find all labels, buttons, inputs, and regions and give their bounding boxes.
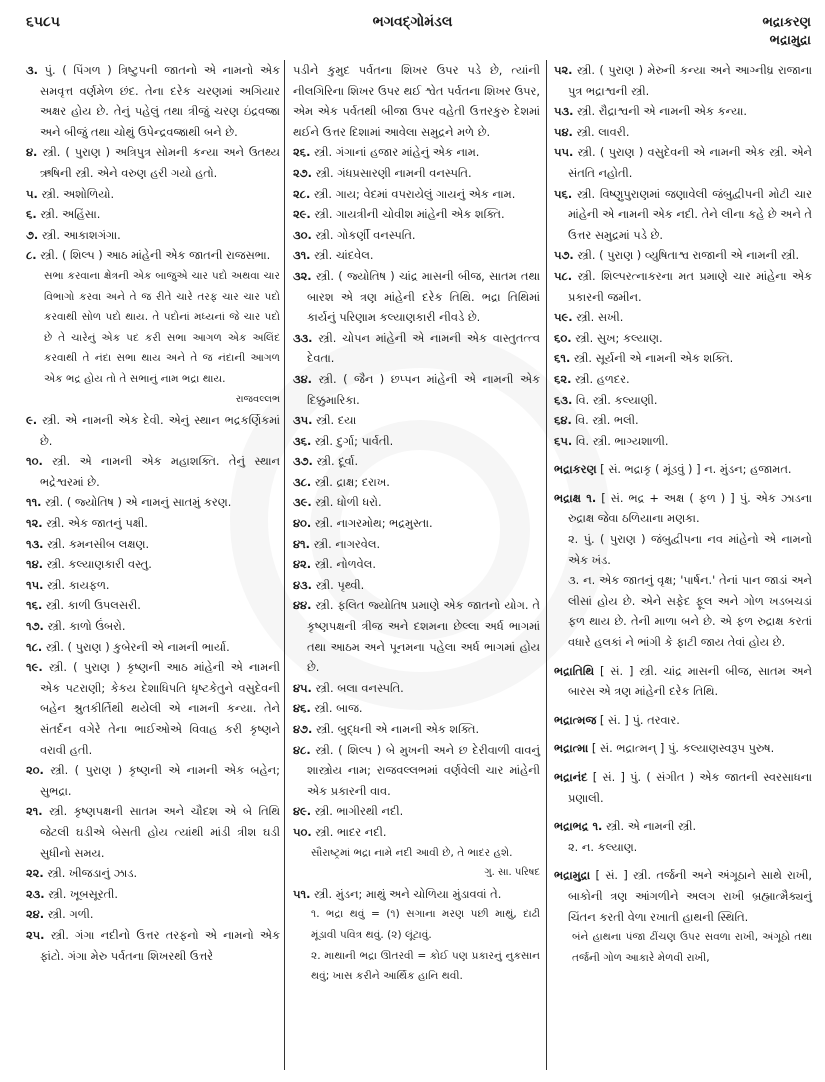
sense-text: સ્ત્રી. ( પુરાણ ) કૃષ્ણની એ નામની એક બહેન; સુભદ્રા. (40, 763, 281, 798)
sense-number: ૬૫. (554, 433, 573, 448)
guide-words (762, 14, 811, 50)
definition-entry (293, 328, 540, 369)
sense-number: ૧૦. (26, 454, 43, 469)
definition-entry (26, 760, 280, 801)
definition-entry (26, 595, 280, 616)
sense-number: ૧૫. (26, 577, 44, 592)
definition-entry (293, 678, 540, 699)
sense-text: સ્ત્રી. નાગરવેલ. (313, 536, 381, 551)
headword: ભદ્રાક્ષ ૧. (554, 490, 597, 505)
headword: ભદ્રાનંદ (554, 770, 588, 784)
usage-example: ૨. માથાની ભદ્રા ઊતરવી = કોઈ પણ પ્રકારનું નુકસાન થવું; ખાસ કરીને આર્થિક હાનિ થવી. (311, 949, 540, 983)
definition-entry (293, 822, 540, 843)
sense-text: સ્ત્રી. નોળવેલ. (314, 557, 376, 572)
sense-number: ૧૨. (26, 516, 43, 531)
definition-entry (26, 863, 280, 884)
headword-definition: [ સં. ] સ્ત્રી. તર્જની અને અંગૂઠાને સાથે રાખી, બાકોની ત્રણ આંગળીને અલગ રાખી બ્રહ્માત્મૈક્યનું ચિંતન કરતી વેળા રખાતી હાથની સ્થિતિ. (568, 868, 812, 924)
sense-number: ૪૬. (293, 701, 311, 716)
sense-text: સ્ત્રી. નાગરમોથ; ભદ્રમુસ્તા. (314, 516, 433, 531)
sense-number: ૧૬. (26, 598, 43, 613)
definition-entry (293, 472, 540, 493)
definition-entry (554, 328, 812, 349)
sense-number: ૫૩. (554, 104, 574, 119)
sense-text: સ્ત્રી. અહિંસા. (40, 207, 101, 222)
column-1 (26, 60, 280, 966)
quote-block: સૌરાષ્ટ્રમાં ભદ્રા નામે નદી આવી છે, તે ભાદર હશે. (311, 846, 513, 859)
sense-text: સ્ત્રી. કૃષ્ણપક્ષની સાતમ અને ચૌદશ એ બે તિથિ જેટલી ઘડીએ બેસતી હોય ત્યાંથી માંડી ત્રીશ ઘડી સુધીનો સમય. (40, 804, 280, 860)
sense-text: સ્ત્રી. કમનસીબ લક્ષણ. (47, 536, 150, 551)
headword: ભદ્રાત્મજ (554, 712, 597, 727)
definition-entry (26, 451, 280, 492)
headword-definition: [ સં. ] પું. તરવાર. (599, 712, 680, 727)
definition-entry (293, 719, 540, 740)
sense-text: સ્ત્રી. કાળો ઉંબરો. (47, 619, 126, 634)
sense-text: સ્ત્રી. ( પુરાણ ) મેરુની કન્યા અને આગ્નીધ્ર રાજાના પુત્ર ભદ્રાશ્વની સ્ત્રી. (568, 63, 812, 98)
headword: ભદ્રામુદ્રા (554, 868, 591, 883)
sense-text: સ્ત્રી. શિલ્પરત્નાકરના મત પ્રમાણે ચાર માંહેના એક પ્રકારની જમીન. (568, 268, 812, 304)
definition-entry: ૫૧. સ્ત્રી. મુંડન; માથું અને ચોળિયા મુંડાવવાં તે. (293, 886, 502, 901)
headword-definition: [ સં. ] પું. ( સંગીત ) એક જાતની સ્વરસાધના પ્રણાલી. (568, 770, 812, 805)
headword: ભદ્રાકરણ (554, 462, 597, 477)
definition-entry (554, 307, 812, 328)
sense-text: સ્ત્રી. ( પુરાણ ) વ્યુષિતાશ્વ રાજાની એ નામની સ્ત્રી. (577, 248, 800, 263)
sense-number: ૩૮. (293, 474, 312, 489)
sense-text: સ્ત્રી. ( પુરાણ ) કૃષ્ણની આઠ માંહેની એ નામની એક પટરાણી; કેકય દેશાધિપતિ ધૃષ્ટકેતુને વસુદેવની બહેન શ્રુતકીર્તિથી થયેલી એ નામની કન્યા. તેને સંતર્દન વગેરે તેના ભાઈઓએ વિવાહ કરી કૃષ્ણને વરાવી હતી. (40, 660, 281, 757)
definition-entry (26, 204, 280, 225)
page-header (0, 0, 825, 56)
sense-number: ૪૪. (293, 598, 312, 613)
sense-text: સ્ત્રી. દુર્ગા; પાર્વતી. (314, 433, 394, 448)
sense-number: ૪૦. (293, 516, 312, 531)
sense-number: ૫૭. (554, 248, 574, 263)
sense-number: ૩૬. (293, 433, 312, 448)
definition-entry (293, 163, 540, 184)
sense-text: સ્ત્રી. ચાંદવેલ. (314, 248, 374, 263)
sense-text: સ્ત્રી. ( જ્યોતિષ ) ચાંદ્ર માસની બીજ, સાતમ તથા બારશ એ ત્રણ માંહેની દરેક તિથિ. ભદ્રા તિથિમાં કાર્યનું પરિણામ કલ્યાણકારી નીવડે છે. (307, 268, 540, 325)
definition-entry (26, 410, 280, 451)
sense-text: સ્ત્રી. સખી. (576, 310, 624, 325)
sense-number: ૩૪. (293, 371, 312, 386)
sense-text: સ્ત્રી. ખીજડાનું ઝાડ. (47, 866, 138, 881)
sense-entry: ૨. પું. ( પુરાણ ) જંબુદ્વીપના નવ માંહેનો એ નામનો એક ખંડ. (568, 532, 812, 567)
sense-text: સ્ત્રી. ગળી. (47, 907, 94, 922)
sense-text: સ્ત્રી. ગાય; વેદમાં વપરાયેલું ગાયનું એક નામ. (313, 186, 516, 201)
sense-text: સ્ત્રી. ( પુરાણ ) અત્રિપુત્ર સોમની કન્યા અને ઉતથ્ય ઋષિની સ્ત્રી. એને વરુણ હરી ગયો હતો. (40, 145, 280, 180)
sense-text: સ્ત્રી. રૌદ્રાશ્વની એ નામની એક કન્યા. (577, 104, 748, 119)
sense-text: સ્ત્રી. દયા (316, 413, 357, 428)
headword-definition: [ સં. ભદ્ર + અક્ષ ( ફળ ) ] પું. એક ઝાડના રુદ્રાક્ષ જેવા ઠળિયાના મણકા. (568, 490, 813, 526)
sense-text: સ્ત્રી. બાજ. (314, 701, 363, 716)
sense-number: ૬૧. (554, 351, 571, 366)
sense-text: સ્ત્રી. લાવરી. (576, 124, 630, 139)
sense-number: ૨૧. (26, 804, 43, 819)
headword-entry (554, 816, 812, 837)
definition-entry (554, 431, 812, 452)
page-number: ૬૫૮૫ (26, 14, 60, 30)
sense-number: ૫૬. (554, 186, 573, 201)
sense-text: સ્ત્રી. ( શિલ્પ ) બે મુખની અને છ દેરીવાળી વાવનું શાસ્ત્રોય નામ; રાજવલ્લભમાં વર્ણવેલી ચાર માંહેની એક પ્રકારની વાવ. (307, 742, 540, 798)
headword: ભદ્રાભદ્ર ૧. (554, 819, 603, 834)
definition-entry (293, 266, 540, 328)
sense-number: ૯. (26, 413, 38, 428)
sense-text: સ્ત્રી. દ્રાક્ષ; દરાખ. (314, 474, 390, 489)
definition-entry (26, 575, 280, 596)
definition-entry (26, 904, 280, 925)
column-divider (546, 60, 547, 1070)
book-title: ભગવદ્ગોમંડલ (372, 14, 453, 30)
sense-text: સ્ત્રી. એક જાતનું પક્ષી. (46, 516, 148, 531)
column-3 (554, 60, 812, 968)
definition-entry (293, 698, 540, 719)
sense-text: પું. ( પિંગળ ) ત્રિષ્ટુપની જાતનો એ નામનો એક સમવૃત્ત વર્ણમેળ છંદ. તેના દરેક ચરણમાં અગિયાર અક્ષર હોય છે. તેનું પહેલું તથા ત્રીજું ચરણ ઇંદ્રવજ્રા અને બીજું તથા ચોથું ઉપેન્દ્રવજ્રાથી બને છે. (40, 63, 280, 139)
sense-number: ૪૩. (293, 577, 312, 592)
sense-number: ૪૮. (293, 742, 311, 757)
headword-entry (554, 767, 812, 808)
definition-entry (293, 369, 540, 410)
definition-entry (293, 245, 540, 266)
sense-number: ૫. (26, 186, 38, 201)
column-divider (284, 60, 285, 1070)
continued-text: પડીને કુમુદ પર્વતના શિખર ઉપર પડે છે, ત્યાંની નીલગિરિના શિખર ઉપર થઈ શ્વેત પર્વતના શિખર ઉપર, એમ એક પર્વતથી બીજા ઉપર વહેતી ઉત્તરકુરુ દેશમાં થઈને ઉત્તર દિશામાં આવેલા સમુદ્રને મળે છે. (293, 63, 540, 139)
definition-entry (554, 184, 812, 246)
definition-entry (554, 60, 812, 101)
sense-text: સ્ત્રી. એ નામની એક દેવી. એનું સ્થાન ભદ્રકર્ણિકમાં છે. (40, 413, 280, 448)
sense-number: ૩૦. (293, 227, 312, 242)
sense-text: વિ. સ્ત્રી. ભલી. (575, 413, 639, 428)
sense-text: સ્ત્રી. ( શિલ્પ ) આઠ માંહેની એક જાતની રાજસભા. (40, 248, 271, 263)
sense-text: સ્ત્રી. કાયફળ. (47, 577, 110, 592)
sense-text: સ્ત્રી. બુદ્ધની એ નામની એક શક્તિ. (315, 722, 480, 736)
sense-text: સ્ત્રી. ધોળી ધરો. (315, 495, 382, 510)
sense-text: સ્ત્રી. ગંગાનાં હજાર માંહેનું એક નામ. (314, 145, 480, 160)
headword-entry (554, 459, 812, 480)
sense-number: ૩૩. (293, 330, 313, 345)
sense-number: ૬૨. (554, 371, 572, 386)
sense-text: સ્ત્રી. સુખ; કલ્યાણ. (575, 330, 663, 345)
definition-entry (26, 534, 280, 555)
definition-entry (554, 101, 812, 122)
sense-number: ૩. (26, 63, 38, 77)
definition-entry (26, 637, 280, 658)
sense-text: સ્ત્રી. ( પુરાણ ) વસુદેવની એ નામની એક સ્ત્રી. એને સંતતિ નહોતી. (568, 145, 812, 180)
definition-entry (293, 492, 540, 513)
sense-number: ૧૧. (26, 495, 42, 510)
definition-entry (293, 451, 540, 472)
definition-entry (293, 204, 540, 225)
quote-source: ગુ. સા. પરિષદ (484, 867, 540, 879)
sense-number: ૨૨. (26, 866, 44, 881)
sense-text: સ્ત્રી. ( પુરાણ ) કુબેરની એ નામની ભાર્યા. (45, 639, 230, 654)
sense-number: ૧૪. (26, 557, 43, 572)
headword-entry (554, 738, 812, 759)
sense-number: ૧૯. (26, 660, 43, 675)
sense-number: ૩૧. (293, 248, 311, 263)
headword-entry (554, 710, 812, 731)
definition-entry (26, 554, 280, 575)
definition-entry (293, 595, 540, 677)
sense-text: સ્ત્રી. વિષ્ણુપુરાણમાં જણાવેલી જંબુદ્વીપની મોટી ચાર માંહેની એ નામની એક નદી. તેને લીના કહે છે અને તે ઉત્તર સમુદ્રમાં પડે છે. (568, 186, 812, 242)
sense-number: ૨૩. (26, 886, 45, 901)
sense-text: સ્ત્રી. એ નામની એક મહાશક્તિ. તેનું સ્થાન ભદ્રેશ્વરમાં છે. (40, 454, 281, 489)
sense-number: ૪૭. (293, 722, 313, 736)
sense-number: ૨૦. (26, 763, 44, 778)
sense-number: ૮. (26, 248, 37, 263)
sense-number: ૩૭. (293, 454, 313, 469)
definition-entry (26, 616, 280, 637)
sense-text: સ્ત્રી. ગંગા નદીનો ઉત્તર તરફનો એ નામનો એક ફાંટો. ગંગા મેરુ પર્વતના શિખરથી ઉત્તરે (40, 927, 280, 963)
column-2 (293, 60, 540, 987)
headword-definition: સ્ત્રી. એ નામની સ્ત્રી. (605, 819, 697, 834)
sense-number: ૨૫. (26, 927, 45, 942)
definition-entry (293, 513, 540, 534)
sense-number: ૪. (26, 145, 38, 160)
definition-entry (554, 410, 812, 431)
sense-number: ૨૯. (293, 207, 311, 222)
sense-number: ૫૪. (554, 124, 573, 139)
definition-entry (554, 348, 812, 369)
sense-text: વિ. સ્ત્રી. કલ્યાણી. (575, 392, 658, 407)
definition-entry (26, 513, 280, 534)
sense-text: સ્ત્રી. ફલિત જ્યોતિષ પ્રમાણે એક જાતનો યોગ. તે કૃષ્ણપક્ષની ત્રીજ અને દશમના છેલ્લા અર્ધ ભાગમાં તથા આઠમ અને પૂનમના પહેલા અર્ધ ભાગમાં હોય છે. (307, 598, 540, 675)
sense-text: વિ. સ્ત્રી. ભાગ્યશાળી. (575, 433, 669, 448)
sense-text: સ્ત્રી. ભાગીરથી નદી. (314, 804, 404, 819)
guide-word-first: ભદ્રાકરણ (762, 15, 811, 30)
headword: ભદ્રાતિથિ (554, 663, 595, 678)
headword-definition: [ સં. ભદ્રાકૃ ( મૂંડવું ) ] ન. મુંડન; હજામત. (600, 462, 792, 477)
usage-example: ૧. ભદ્રા થવું = (૧) સગાના મરણ પછી માથું, દાઢી મૂંડાવી પવિત્ર થવું. (૨) લૂંટાવું. (311, 908, 540, 941)
sense-text: સ્ત્રી. ખૂબસૂરતી. (48, 886, 119, 901)
definition-entry (26, 225, 280, 246)
sense-text: સ્ત્રી. ( જૈન ) છપ્પન માંહેની એ નામની એક દિક્કુમારિકા. (307, 371, 541, 407)
quote-block: સભા કરવાના ક્ષેત્રની એક બાજુએ ચાર પદો અથવા ચાર વિભાગો કરવા અને તે જ રીતે ચારે તરફ ચાર ચાર પદો કરવાથી સોળ પદો થાય. તે પદોનાં મધ્યનાં જે ચાર પદો છે તે ચારેનું એક પદ કરી સભા આગળ એક અલિંદ કરવાથી તે નંદા સભા થાય અને તે જ નંદાની આગળ એક ભદ્ર હોય તો તે સભાનું નામ ભદ્રા થાય. (44, 269, 280, 385)
definition-entry (26, 925, 280, 966)
definition-entry (26, 492, 280, 513)
definition-entry (293, 740, 540, 802)
sense-text: સ્ત્રી. દૂર્વા. (316, 454, 359, 469)
sense-text: સ્ત્રી. હળદર. (575, 371, 630, 386)
headword-definition: [ સં. ભદ્રાત્મન્ ] પું. કલ્યાણસ્વરૂપ પુરુષ. (591, 741, 775, 756)
sense-number: ૫૨. (554, 63, 573, 77)
definition-entry (293, 801, 540, 822)
definition-entry (26, 801, 280, 863)
definition-entry (26, 60, 280, 142)
sense-number: ૪૨. (293, 557, 312, 572)
definition-entry (554, 122, 812, 143)
sense-number: ૫૦. (293, 824, 312, 839)
definition-entry (26, 657, 280, 760)
definition-entry (26, 884, 280, 905)
sense-number: ૩૫. (293, 413, 313, 428)
sense-text: સ્ત્રી. પૃથ્વી. (315, 577, 365, 592)
sense-number: ૩૯. (293, 495, 312, 510)
definition-entry (293, 554, 540, 575)
sense-number: ૧૭. (26, 619, 44, 634)
headword-entry (554, 865, 812, 927)
sense-text: સ્ત્રી. ગોકર્ણી વનસ્પતિ. (315, 227, 416, 242)
sense-number: ૬૪. (554, 413, 572, 428)
sense-text: સ્ત્રી. કલ્યાણકારી વસ્તુ. (46, 557, 152, 572)
sense-number: ૫૮. (554, 268, 573, 283)
sense-number: ૧૮. (26, 639, 43, 654)
headword: ભદ્રાત્મા (554, 741, 589, 756)
definition-entry (293, 431, 540, 452)
quote-block: બંને હાથના પંજા ઢીંચણ ઉપર સવળા રાખી, અંગૂઠો તથા તર્જની ગોળ આકારે મેળવી રાખી, (572, 931, 812, 964)
sense-text: સ્ત્રી. સૂર્યની એ નામની એક શક્તિ. (573, 351, 734, 366)
sense-text: સ્ત્રી. ( જ્યોતિષ ) એ નામનું સાતમું કરણ. (45, 495, 232, 510)
sense-number: ૨૬. (293, 145, 311, 160)
sense-number: ૪૫. (293, 680, 312, 695)
sense-entry: ૩. ન. એક જાતનું વૃક્ષ; 'પાર્ષન.' તેનાં પાન જાડાં અને લીસાં હોય છે. એને સફેદ ફૂલ અને ગોળ ખડબચડાં ફળ થાય છે. તેની માળા બને છે. એ ફળ રુદ્રાક્ષ કરતાં વધારે હલકાં ને ભાંગી કે ફાટી જાય તેવાં હોય છે. (568, 573, 812, 650)
definition-entry (293, 575, 540, 596)
definition-entry (293, 534, 540, 555)
definition-entry (26, 184, 280, 205)
sense-text: સ્ત્રી. કાળી ઉપલસરી. (45, 598, 141, 613)
sense-number: ૫૯. (554, 310, 573, 325)
definition-entry (293, 225, 540, 246)
headword-definition: [ સં. ] સ્ત્રી. ચાંદ્ર માસની બીજ, સાતમ અને બારસ એ ત્રણ માંહેની દરેક તિથિ. (568, 663, 812, 699)
guide-word-last: ભદ્રામુદ્રા (769, 33, 811, 48)
sense-entry: ૨. ન. કલ્યાણ. (568, 839, 638, 854)
sense-number: ૩૨. (293, 268, 312, 283)
definition-entry (26, 142, 280, 183)
sense-number: ૬૩. (554, 392, 573, 407)
definition-entry (554, 369, 812, 390)
definition-entry (293, 184, 540, 205)
definition-entry (554, 142, 812, 183)
definition-entry (293, 410, 540, 431)
sense-text: સ્ત્રી. ભાદર નદી. (315, 824, 387, 839)
sense-number: ૭. (26, 227, 39, 242)
sense-number: ૬. (26, 207, 37, 222)
definition-entry (293, 142, 540, 163)
sense-number: ૬૦. (554, 330, 572, 345)
sense-number: ૨૭. (293, 165, 312, 180)
sense-number: ૨૮. (293, 186, 311, 201)
sense-text: સ્ત્રી. ગંધપ્રસારણી નામની વનસ્પતિ. (315, 165, 472, 180)
quote-source: રાજવલ્લભ (235, 393, 280, 405)
sense-text: સ્ત્રી. ચોપન માંહેની એ નામની એક વાસ્તુતત્ત્વ દેવતા. (307, 330, 540, 366)
headword-entry (554, 661, 812, 702)
sense-number: ૪૧. (293, 536, 310, 551)
sense-number: ૫૫. (554, 145, 574, 160)
definition-entry (26, 245, 280, 266)
sense-text: સ્ત્રી. ગાયત્રીની ચોવીશ માંહેની એક શક્તિ. (314, 207, 505, 222)
sense-number: ૨૪. (26, 907, 45, 922)
definition-entry (554, 390, 812, 411)
sense-number: ૧૩. (26, 536, 44, 551)
sense-text: સ્ત્રી. બલા વનસ્પતિ. (315, 680, 404, 695)
headword-entry (554, 488, 812, 529)
definition-entry (554, 266, 812, 307)
sense-text: સ્ત્રી. આકાશગંગા. (41, 227, 121, 242)
definition-entry (554, 245, 812, 266)
sense-text: સ્ત્રી. અશોળિયો. (41, 186, 115, 201)
sense-number: ૪૯. (293, 804, 312, 819)
